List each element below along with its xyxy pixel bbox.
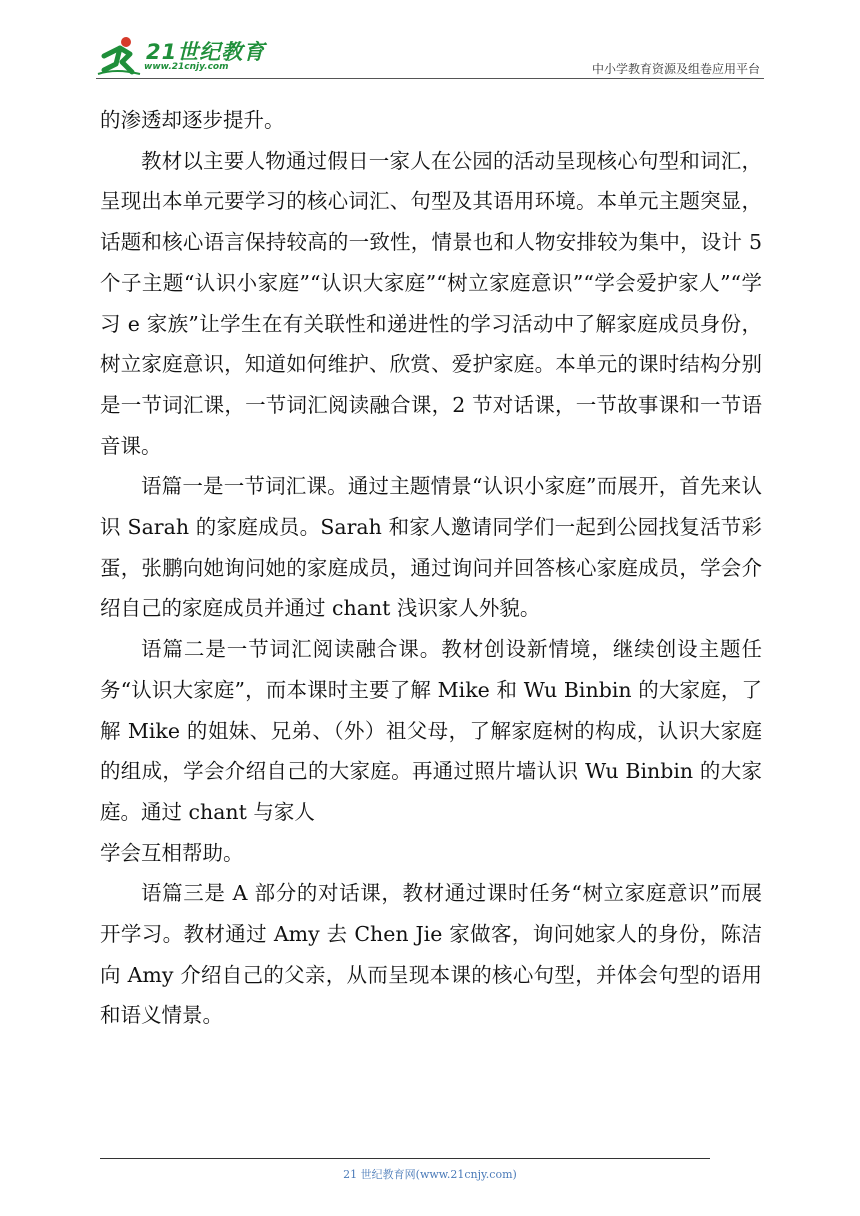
- paragraph: 学会互相帮助。: [100, 840, 244, 865]
- runner-logo-icon: [96, 34, 144, 78]
- footer-divider: [100, 1158, 710, 1159]
- paragraph: 语篇三是 A 部分的对话课，教材通过课时任务“树立家庭意识”而展开学习。教材通过 Amy 去 Chen Jie 家做客，询问她家人的身份，陈洁向 Amy 介绍自己的父亲，从而呈现本课的核心句型，并体会句型的语用和语义情景。: [100, 881, 762, 1028]
- page-header: [96, 30, 764, 80]
- paragraph: 语篇一是一节词汇课。通过主题情景“认识小家庭”而展开，首先来认识 Sarah 的家庭成员。Sarah 和家人邀请同学们一起到公园找复活节彩蛋，张鹏向她询问她的家庭成员，通过询问并回答核心家庭成员，学会介绍自己的家庭成员并通过 chant 浅识家人外貌。: [100, 474, 762, 621]
- platform-name: 中小学教育资源及组卷应用平台: [591, 62, 760, 76]
- site-logo[interactable]: [96, 34, 266, 78]
- logo-text: 21世纪教育: [146, 40, 266, 64]
- paragraph: 语篇二是一节词汇阅读融合课。教材创设新情境，继续创设主题任务“认识大家庭”，而本课时主要了解 Mike 和 Wu Binbin 的大家庭，了解 Mike 的姐妹、兄弟、（外）祖父母，了解家庭树的构成，认识大家庭的组成，学会介绍自己的大家庭。再通过照片墙认识 Wu Binbin 的大家庭。通过 chant 与家人: [100, 637, 762, 824]
- logo-url: www.21cnjy.com: [144, 62, 229, 72]
- footer-link[interactable]: 21 世纪教育网(www.21cnjy.com): [343, 1168, 517, 1181]
- header-divider: [96, 78, 764, 79]
- paragraph: 教材以主要人物通过假日一家人在公园的活动呈现核心句型和词汇，呈现出本单元要学习的核心词汇、句型及其语用环境。本单元主题突显，话题和核心语言保持较高的一致性，情景也和人物安排较为集中，设计 5 个子主题“认识小家庭”“认识大家庭”“树立家庭意识”“学会爱护家人”“学习 e 家族”让学生在有关联性和递进性的学习活动中了解家庭成员身份，树立家庭意识，知道如何维护、欣赏、爱护家庭。本单元的课时结构分别是一节词汇课，一节词汇阅读融合课，2 节对话课，一节故事课和一节语音课。: [100, 148, 762, 458]
- paragraph: 的渗透却逐步提升。: [100, 108, 285, 132]
- document-body: [100, 100, 762, 1036]
